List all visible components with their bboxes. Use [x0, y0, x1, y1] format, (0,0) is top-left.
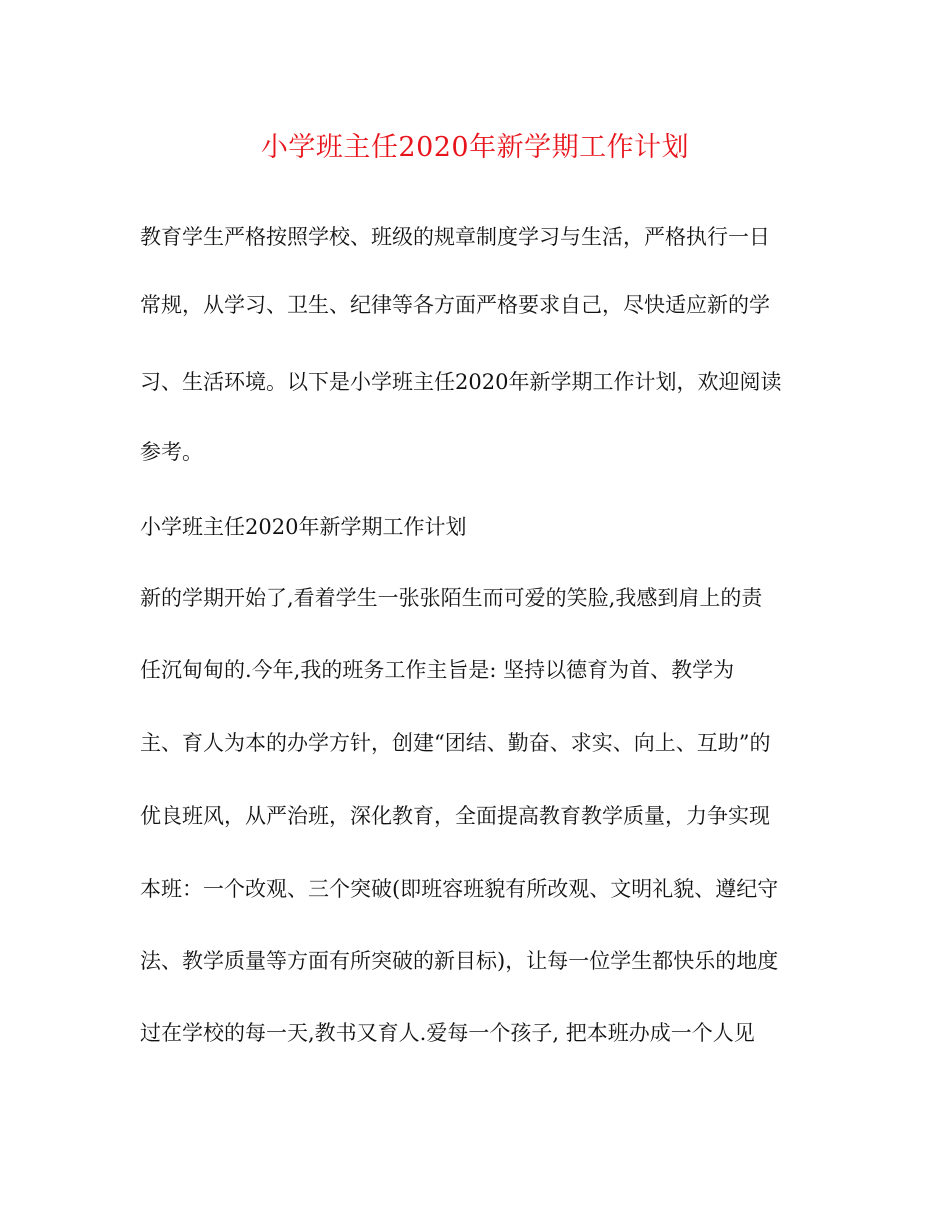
paragraph-line: 优良班风，从严治班，深化教育，全面提高教育教学质量，力争实现	[140, 804, 770, 828]
paragraph-line: 过在学校的每一天,教书又育人.爱每一个孩子, 把本班办成一个人见	[140, 1021, 755, 1045]
paragraph-line: 本班：一个改观、三个突破(即班容班貌有所改观、文明礼貌、遵纪守	[140, 877, 779, 901]
paragraph-line: 常规，从学习、卫生、纪律等各方面严格要求自己，尽快适应新的学	[140, 293, 770, 317]
section-heading: 小学班主任2020年新学期工作计划	[140, 515, 467, 539]
paragraph-line: 教育学生严格按照学校、班级的规章制度学习与生活，严格执行一日	[140, 225, 770, 249]
paragraph-line: 法、教学质量等方面有所突破的新目标)，让每一位学生都快乐的地度	[140, 949, 779, 973]
paragraph-line: 参考。	[140, 440, 203, 464]
paragraph-line: 习、生活环境。以下是小学班主任2020年新学期工作计划，欢迎阅读	[140, 370, 782, 394]
paragraph-line: 新的学期开始了,看着学生一张张陌生而可爱的笑脸,我感到肩上的责	[140, 586, 763, 610]
document-title: 小学班主任2020年新学期工作计划	[260, 132, 690, 163]
paragraph-line: 任沉甸甸的.今年,我的班务工作主旨是: 坚持以德育为首、教学为	[140, 658, 735, 682]
paragraph-line: 主、育人为本的办学方针，创建“团结、勤奋、求实、向上、互助”的	[140, 731, 771, 755]
